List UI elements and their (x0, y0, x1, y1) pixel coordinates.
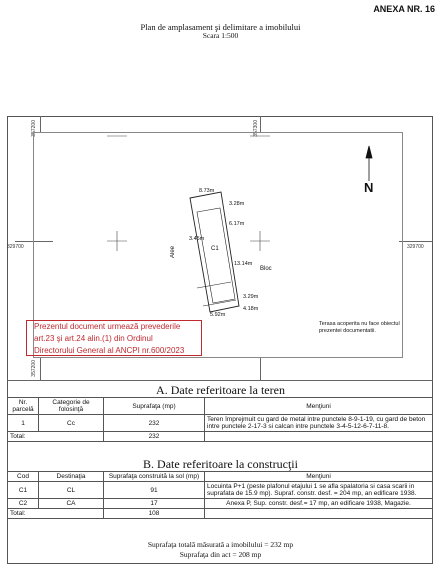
act-area: Suprafaţa din act = 208 mp (179, 550, 262, 559)
building-remarks: Locuinta P+1 (peste plafonul etajului 1 se afla spalatoria si casa scarii in suprafata de 15.9 mp). Supraf. constr. desf. = 204 mp, an edificare 1938. (205, 482, 433, 499)
land-category: Cc (39, 415, 104, 432)
land-area: 232 (104, 415, 205, 432)
header-cell: Destinaţia (39, 472, 104, 482)
length-label: 8.73m (199, 188, 215, 194)
length-label: 3.45m (189, 236, 205, 242)
grid-label-y-left: 329700 (7, 244, 24, 250)
total-label: Total: (8, 432, 104, 442)
divider (7, 380, 433, 381)
section-b-title: B. Date referitoare la construcţii (143, 457, 298, 471)
table-total-row (8, 432, 433, 442)
grid-label-x-left-bottom: 357200 (31, 360, 37, 377)
building-code: C1 (8, 482, 39, 499)
building-area: 91 (104, 482, 205, 499)
length-label: 3.29m (243, 294, 259, 300)
length-label: 4.18m (243, 306, 259, 312)
annex-number: ANEXA NR. 16 (373, 4, 435, 14)
header-cell: Menţiuni (205, 398, 433, 415)
length-label: 6.17m (229, 221, 245, 227)
land-table (7, 397, 433, 442)
grid-label-x-right: 357300 (253, 120, 259, 137)
length-label: 5.92m (210, 312, 226, 318)
notice-line: Prezentul document urmează prevederile (34, 322, 181, 331)
length-label: 3.28m (229, 201, 245, 207)
header-cell: Menţiuni (205, 472, 433, 482)
grid-label-x-left: 357200 (31, 120, 37, 137)
scale-label: Scara 1:500 (202, 31, 239, 40)
parcel-number: 1 (8, 415, 39, 432)
street-label: Alee (170, 246, 176, 259)
building-area: 17 (104, 499, 205, 509)
header-cell: Nr. parcelă (8, 398, 39, 415)
section-a-title: A. Date referitoare la teren (156, 383, 285, 397)
notice-line: art.23 şi art.24 alin.(1) din Ordinul (34, 334, 153, 343)
building-remarks: Anexa P, Sup. constr. desf.= 17 mp, an edificare 1938, Magazie. (205, 499, 433, 509)
table-row (8, 482, 433, 499)
header-cell: Suprafaţa construită la sol (mp) (104, 472, 205, 482)
neighbor-label: Bloc (260, 266, 272, 272)
document-title: Plan de amplasament şi delimitare a imobilului (140, 22, 301, 32)
grid-label-y-right: 329700 (407, 244, 424, 250)
north-label: N (364, 180, 374, 195)
header-cell: Cod (8, 472, 39, 482)
header-cell: Categorie de folosinţă (39, 398, 104, 415)
table-row (8, 499, 433, 509)
table-header-row (8, 472, 433, 482)
total-value: 108 (104, 509, 205, 519)
total-value: 232 (104, 432, 205, 442)
total-label: Total: (8, 509, 104, 519)
building-code: C2 (8, 499, 39, 509)
land-remarks: Teren împrejmuit cu gard de metal intre punctele 8-9-1-19, cu gard de beton intre punctele 2-17-3 si calcan intre punctele 3-4-5-12-6-7-11-8. (205, 415, 433, 432)
total-measured-area: Suprafaţa totală măsurată a imobilului = 232 mp (147, 540, 294, 549)
header-cell: Suprafaţa (mp) (104, 398, 205, 415)
notice-line: Directorului General al ANCPI nr.600/2023 (34, 346, 185, 355)
table-row (8, 415, 433, 432)
table-total-row (8, 509, 433, 519)
building-use: CA (39, 499, 104, 509)
building-use: CL (39, 482, 104, 499)
empty-cell (205, 509, 433, 519)
constructions-table (7, 471, 433, 519)
terrace-note: Terasa acoperita nu face obiectul prezentei documentatii. (319, 321, 400, 334)
building-label-c1: C1 (211, 246, 219, 252)
table-header-row (8, 398, 433, 415)
length-label: 13.14m (234, 261, 253, 267)
empty-cell (205, 432, 433, 442)
